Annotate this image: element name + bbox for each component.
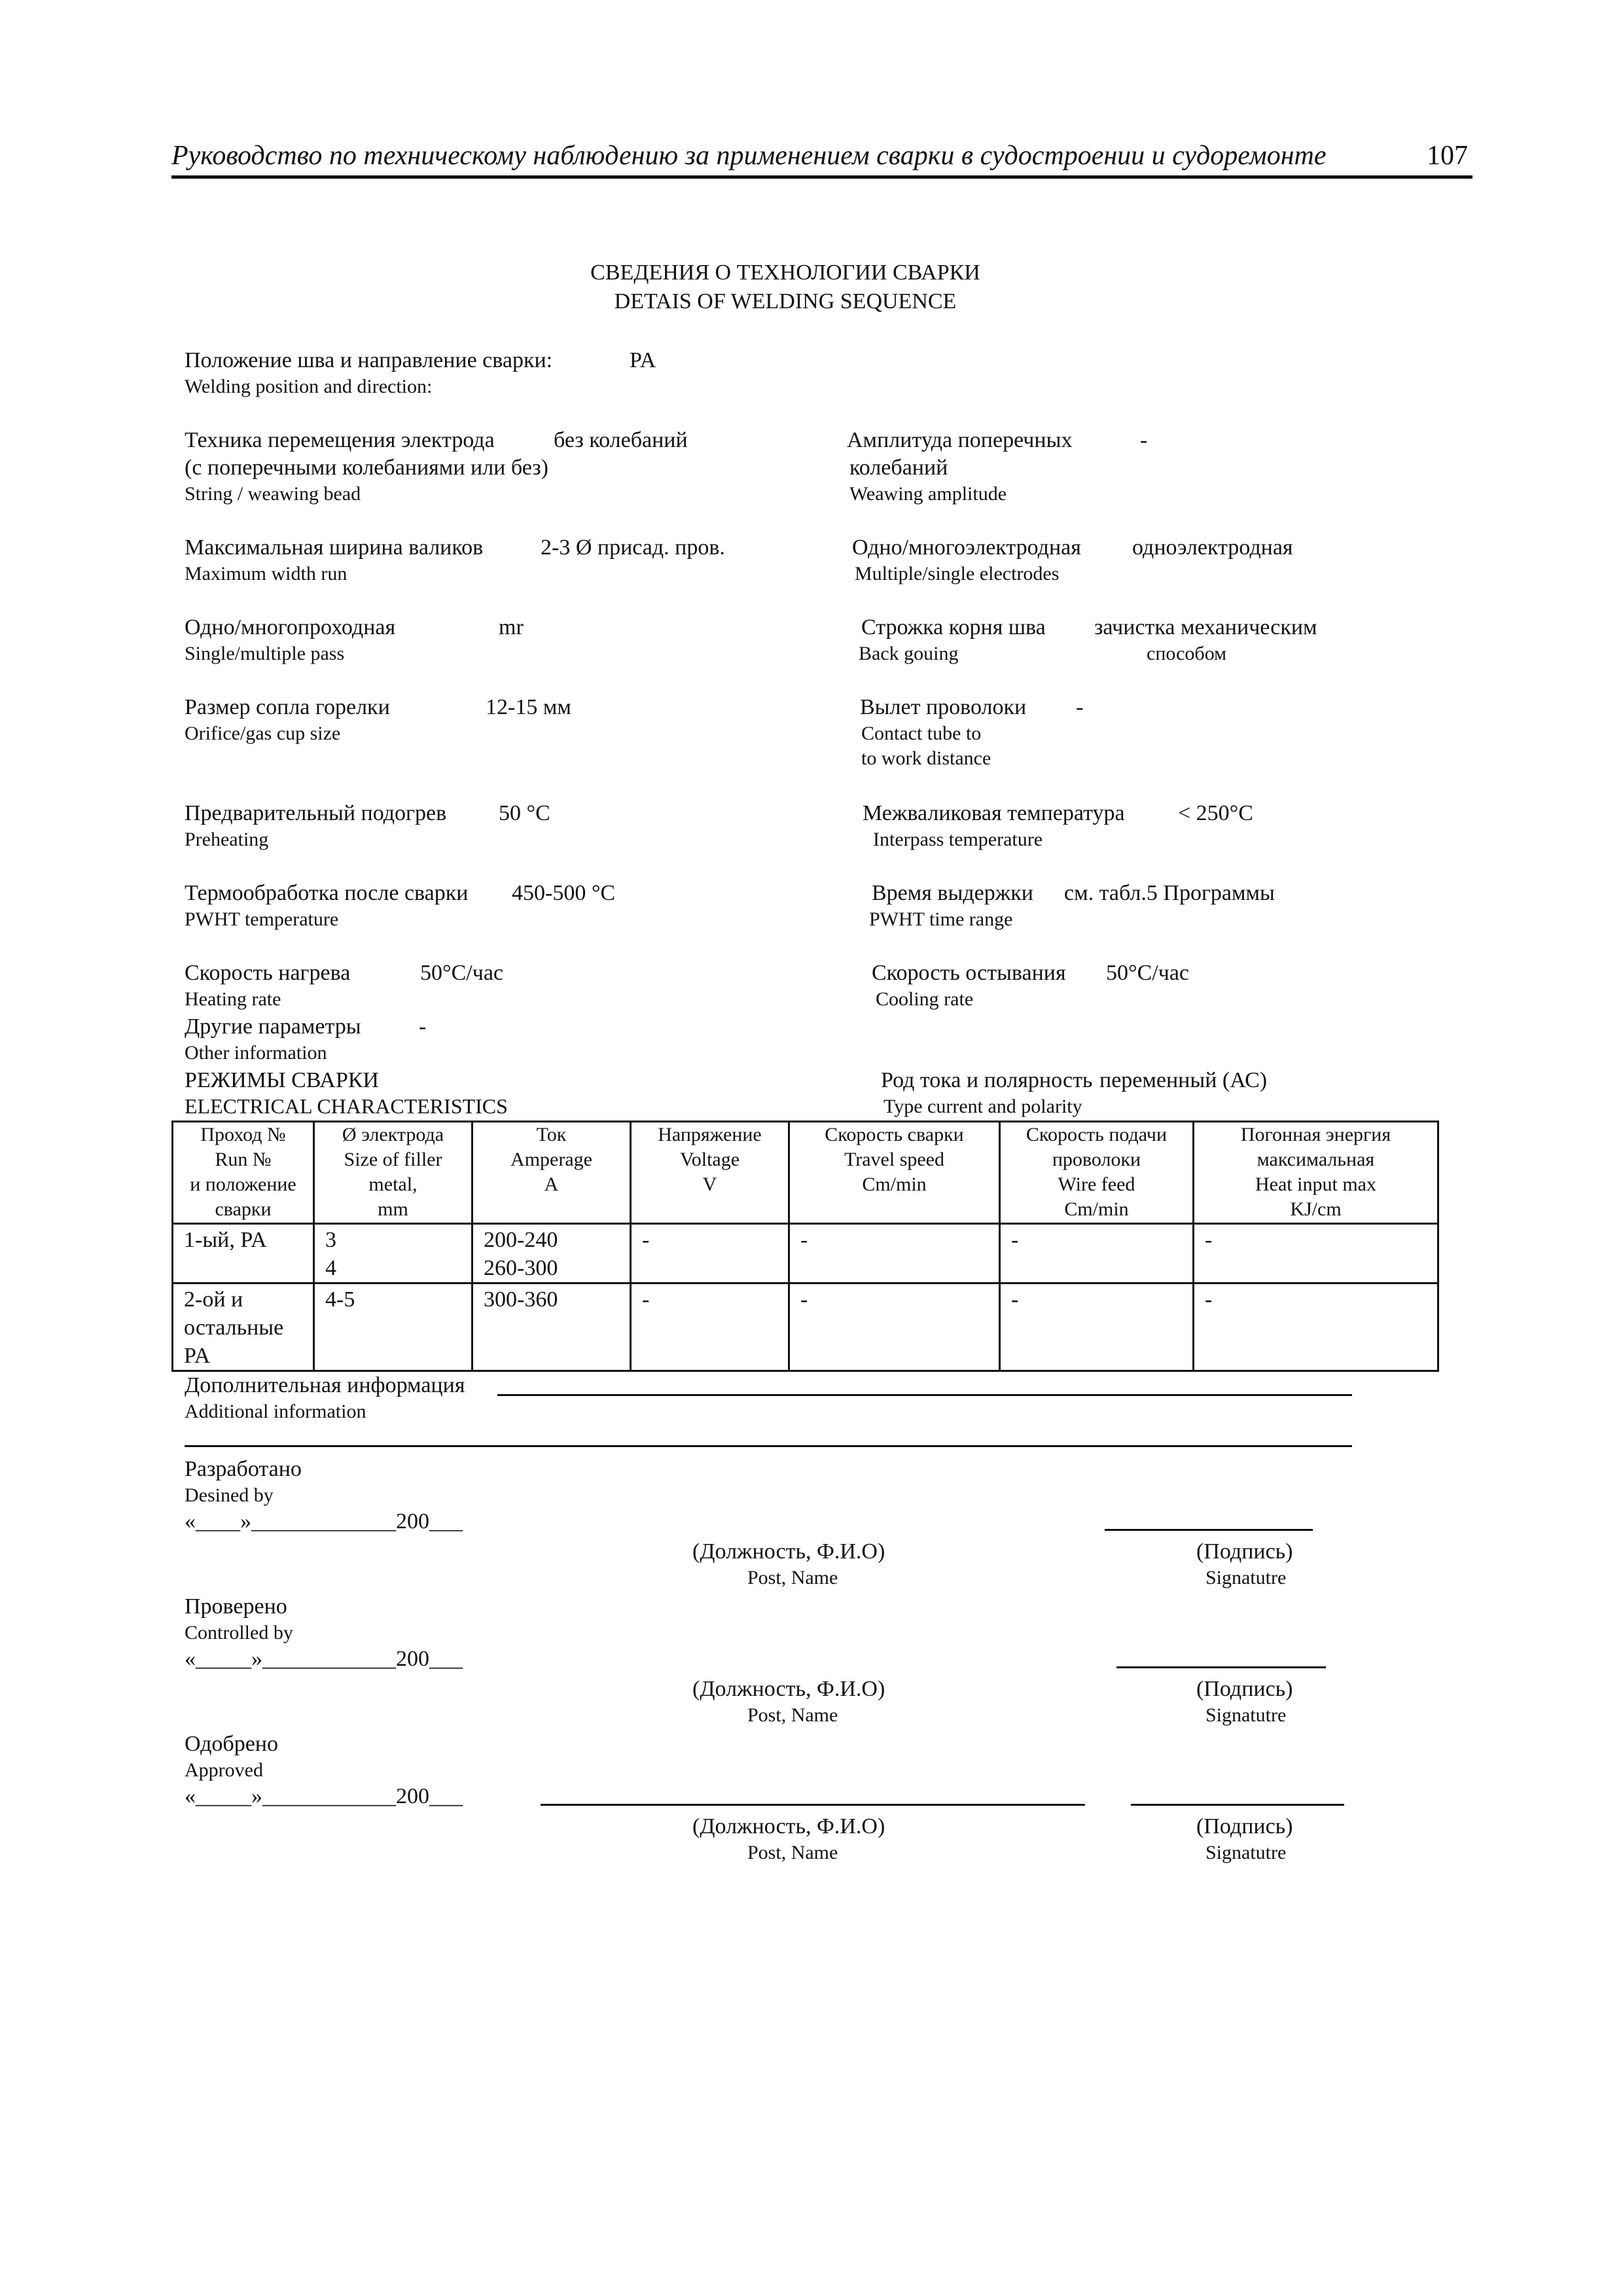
technique-label-en: String / weawing bead	[185, 483, 361, 505]
additional-label-en: Additional information	[185, 1401, 366, 1422]
cooling-label-ru: Скорость остывания	[872, 961, 1066, 985]
cell-heat-input: -	[1194, 1283, 1438, 1371]
controlled-signature-line	[1116, 1666, 1326, 1668]
maxwidth-label-en: Maximum width run	[185, 563, 348, 584]
heating-label-ru: Скорость нагрева	[185, 961, 351, 985]
pass-label-ru: Одно/многопроходная	[185, 615, 396, 639]
pass-value: mr	[499, 615, 524, 639]
maxwidth-label-ru: Максимальная ширина валиков	[185, 535, 484, 560]
page-title-ru: СВЕДЕНИЯ О ТЕХНОЛОГИИ СВАРКИ	[590, 260, 980, 285]
maxwidth-value: 2-3 Ø присад. пров.	[541, 535, 725, 560]
designed-sign-en: Signatutre	[1205, 1567, 1287, 1588]
cell-run: 2-ой и остальные PA	[173, 1283, 314, 1371]
gouging-label-en: Back gouing	[859, 643, 959, 664]
controlled-post-ru: (Должность, Ф.И.О)	[692, 1677, 885, 1701]
cell-run: 1-ый, PA	[173, 1224, 314, 1283]
gouging-label-ru: Строжка корня шва	[861, 615, 1046, 639]
cooling-label-en: Cooling rate	[876, 988, 974, 1010]
designed-post-en: Post, Name	[747, 1567, 838, 1588]
interpass-label-ru: Межваликовая температура	[863, 801, 1125, 825]
holdtime-label-en: PWHT time range	[869, 908, 1013, 930]
position-label-en: Welding position and direction:	[185, 376, 433, 397]
header-travel-speed: Скорость сварки Travel speed Cm/min	[789, 1122, 1000, 1224]
cell-voltage: -	[631, 1224, 789, 1283]
table-row	[173, 1224, 1438, 1283]
technique-label-ru2: (с поперечными колебаниями или без)	[185, 456, 548, 480]
holdtime-label-ru: Время выдержки	[872, 881, 1033, 905]
designed-label-en: Desined by	[185, 1484, 274, 1506]
approved-label-ru: Одобрено	[185, 1732, 278, 1756]
approved-post-ru: (Должность, Ф.И.О)	[692, 1814, 885, 1839]
other-label-en: Other information	[185, 1042, 327, 1064]
pwht-label-ru: Термообработка после сварки	[185, 881, 469, 905]
header-voltage: Напряжение Voltage V	[631, 1122, 789, 1224]
running-title: Руководство по техническому наблюдению за применением сварки в судостроении и судоремонте	[171, 141, 1327, 171]
amplitude-value: -	[1140, 428, 1148, 452]
page-title-en: DETAIS OF WELDING SEQUENCE	[614, 289, 957, 314]
cell-travel-speed: -	[789, 1224, 1000, 1283]
approved-post-en: Post, Name	[747, 1842, 838, 1863]
current-value: переменный (АС)	[1099, 1068, 1268, 1092]
other-value: -	[419, 1014, 427, 1039]
preheat-label-ru: Предварительный подогрев	[185, 801, 447, 825]
controlled-sign-ru: (Подпись)	[1196, 1677, 1293, 1701]
position-value: PA	[630, 348, 656, 372]
gouging-value: зачистка механическим	[1094, 615, 1317, 639]
stickout-label-en2: to work distance	[861, 747, 991, 769]
approved-post-line	[541, 1804, 1085, 1806]
interpass-label-en: Interpass temperature	[873, 829, 1043, 850]
interpass-value: < 250°С	[1178, 801, 1253, 825]
additional-line-2	[185, 1445, 1352, 1447]
approved-sign-ru: (Подпись)	[1196, 1814, 1293, 1839]
controlled-sign-en: Signatutre	[1205, 1704, 1287, 1726]
approved-signature-line	[1131, 1804, 1344, 1806]
designed-sign-ru: (Подпись)	[1196, 1539, 1293, 1564]
nozzle-value: 12-15 мм	[486, 695, 571, 719]
amplitude-label-en: Weawing amplitude	[849, 483, 1007, 505]
cell-travel-speed: -	[789, 1283, 1000, 1371]
cooling-value: 50°С/час	[1106, 961, 1190, 985]
welding-modes-table	[171, 1121, 1439, 1372]
cell-amperage: 200-240 260-300	[473, 1224, 631, 1283]
modes-heading-en: ELECTRICAL CHARACTERISTICS	[185, 1094, 508, 1118]
electrodes-value: одноэлектродная	[1132, 535, 1293, 560]
other-label-ru: Другие параметры	[185, 1014, 361, 1039]
designed-post-ru: (Должность, Ф.И.О)	[692, 1539, 885, 1564]
pwht-value: 450-500 °С	[512, 881, 616, 905]
electrodes-label-ru: Одно/многоэлектродная	[852, 535, 1081, 560]
approved-date: «_____»____________200___	[185, 1784, 463, 1808]
header-rule	[171, 175, 1472, 179]
header-amperage: Ток Amperage A	[473, 1122, 631, 1224]
approved-sign-en: Signatutre	[1205, 1842, 1287, 1863]
gouging-value-2: способом	[1147, 643, 1227, 664]
table-row	[173, 1283, 1438, 1371]
amplitude-label-ru: Амплитуда поперечных	[847, 428, 1073, 452]
page-number: 107	[1427, 141, 1468, 171]
controlled-label-ru: Проверено	[185, 1594, 287, 1619]
current-label-en: Type current and polarity	[883, 1096, 1082, 1117]
controlled-date: «_____»____________200___	[185, 1647, 463, 1671]
additional-underline	[497, 1394, 1352, 1396]
preheat-label-en: Preheating	[185, 829, 269, 850]
stickout-value: -	[1076, 695, 1084, 719]
nozzle-label-en: Orifice/gas cup size	[185, 723, 341, 744]
approved-label-en: Approved	[185, 1759, 263, 1781]
additional-label-ru: Дополнительная информация	[185, 1373, 465, 1397]
heating-value: 50°С/час	[420, 961, 504, 985]
pass-label-en: Single/multiple pass	[185, 643, 345, 664]
heating-label-en: Heating rate	[185, 988, 281, 1010]
modes-heading-ru: РЕЖИМЫ СВАРКИ	[185, 1068, 379, 1092]
cell-wire-feed: -	[1000, 1224, 1194, 1283]
controlled-post-en: Post, Name	[747, 1704, 838, 1726]
technique-label-ru: Техника перемещения электрода	[185, 428, 495, 452]
designed-label-ru: Разработано	[185, 1457, 302, 1481]
nozzle-label-ru: Размер сопла горелки	[185, 695, 390, 719]
header-run: Проход № Run № и положение сварки	[173, 1122, 314, 1224]
header-wire-feed: Скорость подачи проволоки Wire feed Cm/min	[1000, 1122, 1194, 1224]
position-label-ru: Положение шва и направление сварки:	[185, 348, 553, 372]
controlled-label-en: Controlled by	[185, 1622, 293, 1643]
header-heat-input: Погонная энергия максимальная Heat input max KJ/cm	[1194, 1122, 1438, 1224]
designed-signature-line	[1105, 1529, 1313, 1531]
cell-heat-input: -	[1194, 1224, 1438, 1283]
stickout-label-ru: Вылет проволоки	[860, 695, 1027, 719]
current-label-ru: Род тока и полярность	[881, 1068, 1093, 1092]
pwht-label-en: PWHT temperature	[185, 908, 339, 930]
cell-wire-feed: -	[1000, 1283, 1194, 1371]
amplitude-label-ru2: колебаний	[849, 456, 948, 480]
cell-amperage: 300-360	[473, 1283, 631, 1371]
designed-date: «____»_____________200___	[185, 1509, 463, 1534]
stickout-label-en: Contact tube to	[861, 723, 982, 744]
technique-value: без колебаний	[554, 428, 688, 452]
table-header-row	[173, 1122, 1438, 1224]
holdtime-value: см. табл.5 Программы	[1064, 881, 1275, 905]
cell-voltage: -	[631, 1283, 789, 1371]
cell-electrode-size: 3 4	[314, 1224, 473, 1283]
cell-electrode-size: 4-5	[314, 1283, 473, 1371]
preheat-value: 50 °С	[499, 801, 550, 825]
electrodes-label-en: Multiple/single electrodes	[855, 563, 1060, 584]
header-electrode-size: Ø электрода Size of filler metal, mm	[314, 1122, 473, 1224]
